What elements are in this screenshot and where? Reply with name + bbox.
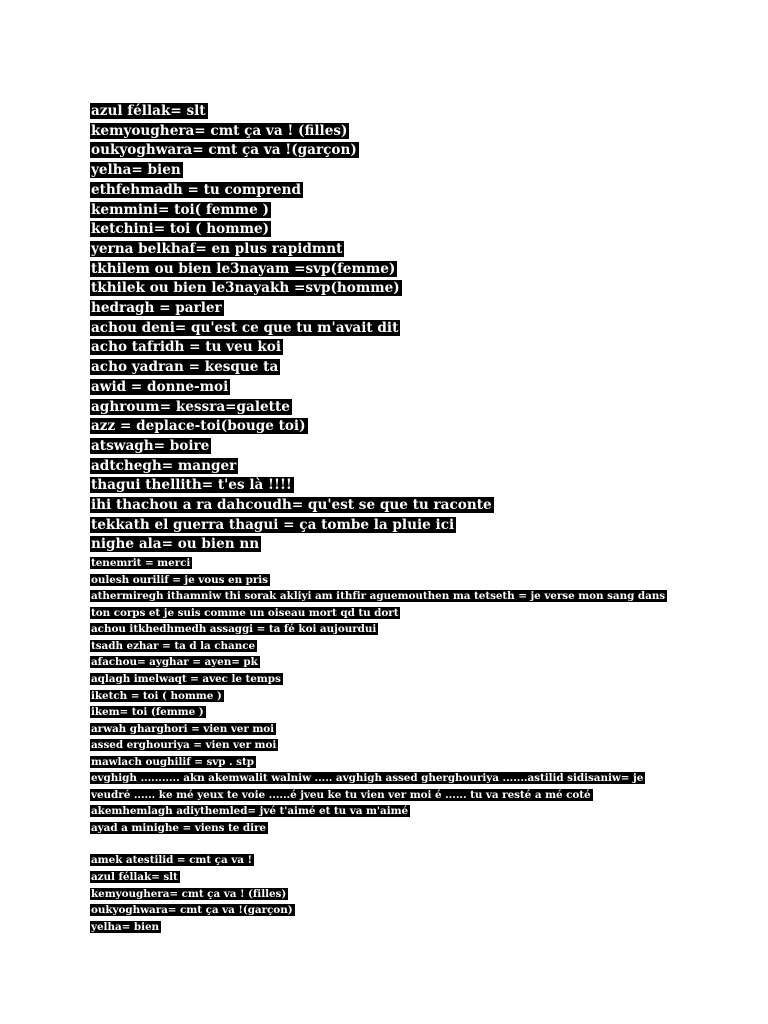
text-line [90, 654, 690, 671]
highlighted-text: yerna belkhaf= en plus rapidmnt [91, 240, 343, 257]
text-line [90, 770, 690, 787]
text-line [90, 535, 690, 555]
highlighted-text: atswagh= boire [91, 437, 210, 454]
text-line [90, 299, 690, 319]
text-line [90, 437, 690, 457]
highlighted-text: tkhilek ou bien le3nayakh =svp(homme) [91, 280, 400, 297]
highlighted-text: adtchegh= manger [91, 457, 237, 474]
text-line [90, 721, 690, 738]
text-line [90, 122, 690, 142]
highlighted-text: ayad a minighe = viens te dire [91, 821, 266, 834]
highlighted-text: tenemrit = merci [91, 557, 191, 570]
highlighted-text: arwah gharghori = vien ver moi [91, 722, 275, 735]
highlighted-text: kemmini= toi( femme ) [91, 201, 269, 218]
text-line [90, 902, 690, 919]
highlighted-text: akemhemlagh adiythemled= jvé t'aimé et tu va m'aimé [91, 805, 409, 818]
text-line [90, 919, 690, 936]
highlighted-text: hedragh = parler [91, 300, 222, 317]
highlighted-text: ton corps et je suis comme un oiseau mort qd tu dort [91, 606, 399, 619]
text-line [90, 457, 690, 477]
highlighted-text: oukyoghwara= cmt ça va !(garçon) [91, 142, 357, 159]
text-line [90, 671, 690, 688]
text-line [90, 260, 690, 280]
highlighted-text: ihi thachou a ra dahcoudh= qu'est se que tu raconte [91, 497, 492, 514]
phrase-list-small [90, 555, 690, 836]
text-line [90, 621, 690, 638]
highlighted-text: iketch = toi ( homme ) [91, 689, 222, 702]
highlighted-text: azz = deplace-toi(bouge toi) [91, 418, 306, 435]
highlighted-text: azul féllak= slt [91, 103, 206, 119]
text-line [90, 754, 690, 771]
highlighted-text: afachou= ayghar = ayen= pk [91, 656, 258, 669]
highlighted-text: mawlach oughilif = svp . stp [91, 755, 254, 768]
text-line [90, 516, 690, 536]
text-line [90, 476, 690, 496]
highlighted-text: evghigh ........... akn akemwalit walniw ..... avghigh assed gherghouriya .......astilid sidisaniw= je [91, 772, 644, 785]
text-line [90, 496, 690, 516]
text-line [90, 201, 690, 221]
phrase-list-repeat [90, 852, 690, 935]
highlighted-text: tkhilem ou bien le3nayam =svp(femme) [91, 260, 396, 277]
text-line [90, 338, 690, 358]
text-line [90, 820, 690, 837]
highlighted-text: ketchini= toi ( homme) [91, 221, 270, 238]
text-line [90, 319, 690, 339]
highlighted-text: ethfehmadh = tu comprend [91, 181, 301, 198]
highlighted-text: achou itkhedhmedh assaggi = ta fé koi aujourdui [91, 623, 377, 636]
highlighted-text: oulesh ourilif = je vous en pris [91, 573, 268, 586]
text-line [90, 378, 690, 398]
text-line [90, 886, 690, 903]
highlighted-text: aghroum= kessra=galette [91, 398, 290, 415]
text-line [90, 417, 690, 437]
highlighted-text: acho tafridh = tu veu koi [91, 339, 281, 356]
highlighted-text: achou deni= qu'est ce que tu m'avait dit [91, 319, 399, 336]
text-line [90, 704, 690, 721]
text-line [90, 141, 690, 161]
text-line [90, 102, 690, 122]
highlighted-text: yelha= bien [91, 920, 160, 933]
highlighted-text: tekkath el guerra thagui = ça tombe la pluie ici [91, 516, 455, 533]
highlighted-text: azul féllak= slt [91, 871, 178, 884]
highlighted-text: ikem= toi (femme ) [91, 706, 204, 719]
phrase-list-large [90, 102, 690, 555]
text-line [90, 572, 690, 589]
highlighted-text: aqlagh imelwaqt = avec le temps [91, 673, 281, 685]
highlighted-text: thagui thellith= t'es là !!!! [91, 477, 292, 494]
text-line [90, 588, 690, 605]
text-line [90, 240, 690, 260]
text-line [90, 852, 690, 869]
text-line [90, 737, 690, 754]
text-line [90, 398, 690, 418]
highlighted-text: amek atestilid = cmt ça va ! [91, 854, 252, 867]
highlighted-text: veudré ...... ke mé yeux te voie ......é jveu ke tu vien ver moi é ...... tu va resté a mé coté [91, 788, 591, 801]
text-line [90, 358, 690, 378]
highlighted-text: assed erghouriya = vien ver moi [91, 739, 277, 752]
highlighted-text: acho yadran = kesque ta [91, 359, 279, 376]
highlighted-text: yelha= bien [91, 162, 181, 179]
document-body [90, 102, 690, 935]
text-line [90, 688, 690, 705]
text-line [90, 555, 690, 572]
highlighted-text: tsadh ezhar = ta d la chance [91, 639, 256, 652]
paragraph-gap [90, 836, 690, 852]
text-line [90, 869, 690, 886]
text-line [90, 279, 690, 299]
text-line [90, 220, 690, 240]
text-line [90, 803, 690, 820]
highlighted-text: awid = donne-moi [91, 378, 229, 395]
text-line [90, 605, 690, 622]
highlighted-text: kemyoughera= cmt ça va ! (filles) [91, 887, 287, 900]
text-line [90, 638, 690, 655]
text-line [90, 161, 690, 181]
highlighted-text: nighe ala= ou bien nn [91, 536, 260, 553]
text-line [90, 787, 690, 804]
highlighted-text: kemyoughera= cmt ça va ! (filles) [91, 122, 348, 139]
text-line [90, 181, 690, 201]
highlighted-text: oukyoghwara= cmt ça va !(garçon) [91, 904, 293, 917]
highlighted-text: athermiregh ithamniw thi sorak akliyi am ithfir aguemouthen ma tetseth = je verse mon sang dans [91, 590, 666, 603]
